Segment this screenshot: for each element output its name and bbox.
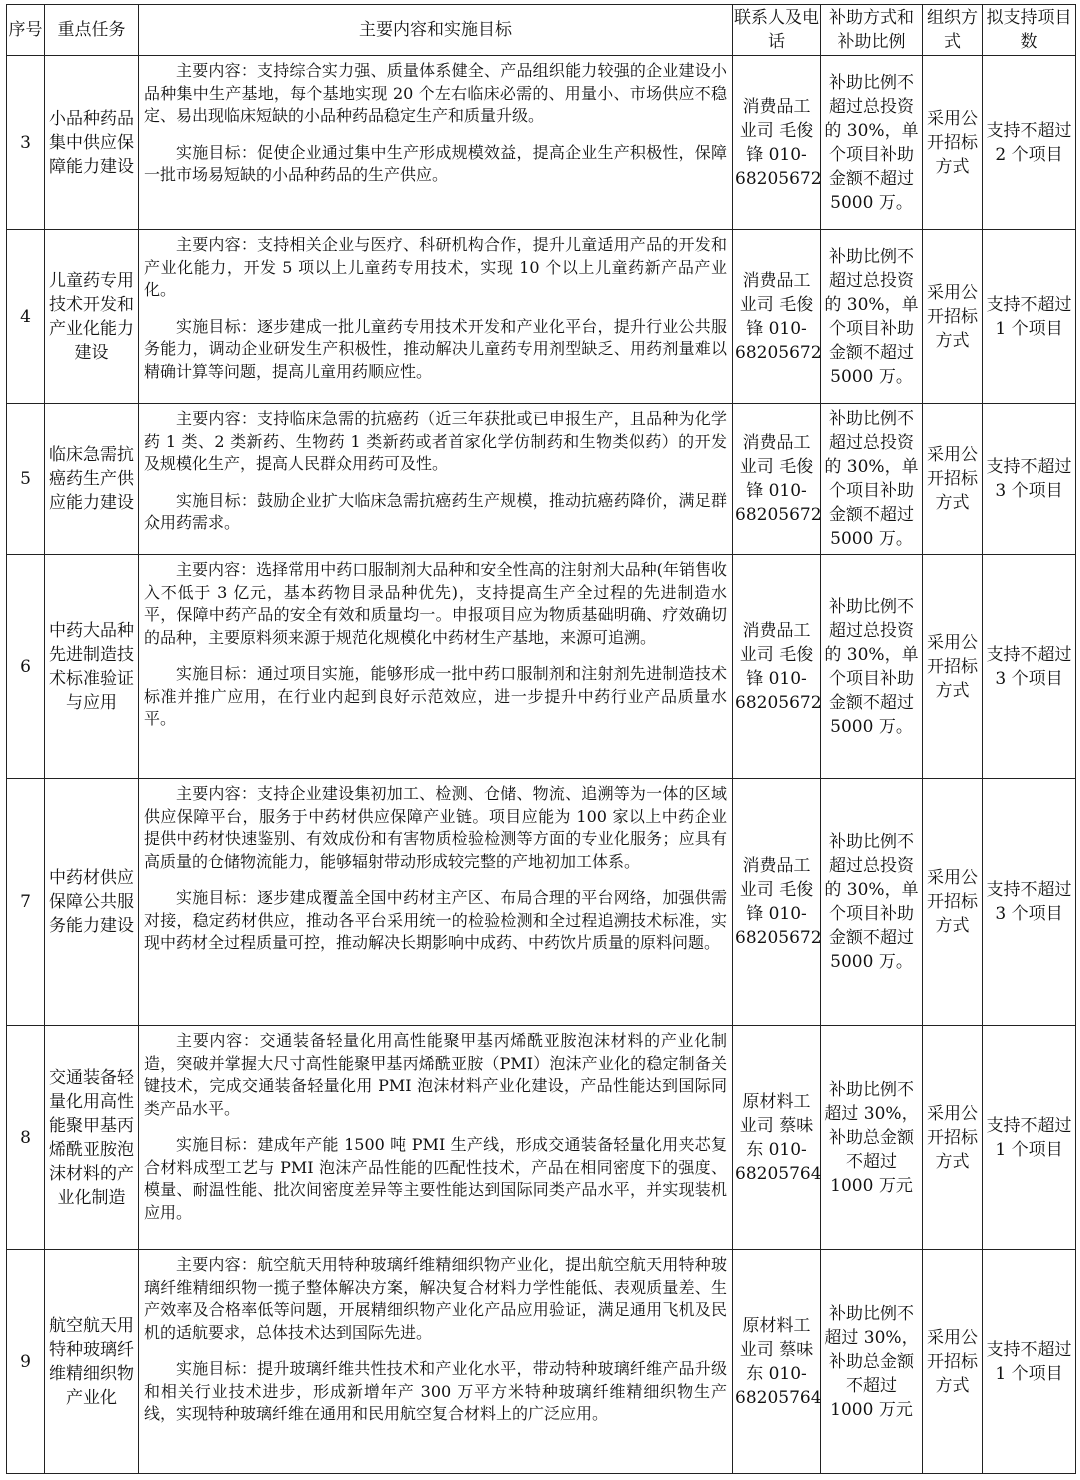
header-row bbox=[7, 5, 1076, 56]
row-contact: 消费品工业司 毛俊锋 010-68205672 bbox=[735, 96, 822, 189]
table-row bbox=[7, 779, 1076, 1026]
row-index: 6 bbox=[7, 555, 45, 779]
table-row bbox=[7, 1250, 1076, 1474]
row-count: 支持不超过 3 个项目 bbox=[986, 880, 1072, 924]
row-count: 支持不超过 1 个项目 bbox=[986, 1339, 1072, 1384]
row-content-cell bbox=[139, 56, 733, 230]
row-main-content: 主要内容：支持临床急需的抗癌药（近三年获批或已申报生产，且品种为化学药 1 类、2 类新药、生物药 1 类新药或者首家化学仿制药和生物类似药）的开发及规模化生产，提高人民群众用药可及性。 bbox=[144, 409, 727, 473]
row-task: 中药大品种先进制造技术标准验证与应用 bbox=[49, 620, 134, 713]
row-org: 采用公开招标方式 bbox=[927, 282, 978, 351]
table-row bbox=[7, 555, 1076, 779]
header-contact: 联系人及电话 bbox=[733, 5, 821, 56]
project-table bbox=[6, 4, 1076, 1474]
table-row bbox=[7, 1026, 1076, 1250]
header-index: 序号 bbox=[7, 5, 45, 56]
row-org: 采用公开招标方式 bbox=[927, 1327, 978, 1396]
row-count: 支持不超过 1 个项目 bbox=[986, 1115, 1072, 1160]
row-content-cell bbox=[139, 404, 733, 555]
header-task: 重点任务 bbox=[45, 5, 139, 56]
row-main-content: 主要内容：支持相关企业与医疗、科研机构合作，提升儿童适用产品的开发和产业化能力，开发 5 项以上儿童药专用技术，实现 10 个以上儿童药新产品产业化。 bbox=[144, 235, 727, 299]
row-subsidy: 补助比例不超过 30%，补助总金额不超过 1000 万元 bbox=[824, 1303, 919, 1420]
row-count: 支持不超过 1 个项目 bbox=[986, 294, 1072, 339]
row-index: 3 bbox=[7, 56, 45, 230]
row-content-cell bbox=[139, 779, 733, 1026]
row-task: 中药材供应保障公共服务能力建设 bbox=[49, 868, 134, 936]
row-subsidy: 补助比例不超过总投资的 30%，单个项目补助金额不超过 5000 万。 bbox=[824, 72, 919, 213]
table-row bbox=[7, 230, 1076, 404]
row-contact: 消费品工业司 毛俊锋 010-68205672 bbox=[735, 856, 822, 948]
row-main-content: 主要内容：交通装备轻量化用高性能聚甲基丙烯酰亚胺泡沫材料的产业化制造，突破并掌握大尺寸高性能聚甲基丙烯酰亚胺（PMI）泡沫产业化的稳定制备关键技术，完成交通装备轻量化用 PMI 泡沫材料产业化建设，产品性能达到国际同类产品水平。 bbox=[144, 1031, 727, 1118]
row-subsidy: 补助比例不超过总投资的 30%，单个项目补助金额不超过 5000 万。 bbox=[824, 409, 919, 549]
row-subsidy: 补助比例不超过总投资的 30%，单个项目补助金额不超过 5000 万。 bbox=[824, 596, 919, 737]
header-count: 拟支持项目数 bbox=[983, 5, 1076, 56]
row-index: 5 bbox=[7, 404, 45, 555]
row-contact: 原材料工业司 蔡味东 010-68205764 bbox=[735, 1091, 822, 1184]
row-org: 采用公开招标方式 bbox=[927, 445, 978, 513]
row-goal: 实施目标：逐步建成一批儿童药专用技术开发和产业化平台，提升行业公共服务能力，调动企业研发生产积极性，推动解决儿童药专用剂型缺乏、用药剂量难以精确计算等问题，提高儿童用药顺应性。 bbox=[144, 316, 727, 381]
row-goal: 实施目标：建成年产能 1500 吨 PMI 生产线，形成交通装备轻量化用夹芯复合材料成型工艺与 PMI 泡沫产品性能的匹配性技术，产品在相同密度下的强度、模量、耐温性能、批次间密度差异等主要性能达到国际同类产品水平，并实现装机应用。 bbox=[144, 1135, 727, 1222]
row-index: 8 bbox=[7, 1026, 45, 1250]
row-main-content: 主要内容：支持企业建设集初加工、检测、仓储、物流、追溯等为一体的区域供应保障平台，服务于中药材供应保障产业链。项目应能为 100 家以上中药企业提供中药材快速鉴别、有效成份和有害物质检验检测等方面的专业化服务；应具有高质量的仓储物流能力，能够辐射带动形成较完整的产地初加工体系。 bbox=[144, 784, 727, 871]
row-main-content: 主要内容：航空航天用特种玻璃纤维精细织物产业化，提出航空航天用特种玻璃纤维精细织物一揽子整体解决方案，解决复合材料力学性能低、表观质量差、生产效率及合格率低等问题，开展精细织物产业化产品应用验证，满足通用飞机及民机的适航要求，总体技术达到国际先进。 bbox=[144, 1255, 727, 1342]
header-content: 主要内容和实施目标 bbox=[139, 5, 733, 56]
row-main-content: 主要内容：支持综合实力强、质量体系健全、产品组织能力较强的企业建设小品种集中生产基地，每个基地实现 20 个左右临床必需的、用量小、市场供应不稳定、易出现临床短缺的小品种药品稳定生产和质量升级。 bbox=[144, 61, 727, 125]
table-row bbox=[7, 404, 1076, 555]
row-task: 航空航天用特种玻璃纤维精细织物产业化 bbox=[49, 1315, 134, 1408]
row-subsidy: 补助比例不超过总投资的 30%，单个项目补助金额不超过 5000 万。 bbox=[824, 832, 919, 972]
row-goal: 实施目标：逐步建成覆盖全国中药材主产区、布局合理的平台网络，加强供需对接，稳定药材供应，推动各平台采用统一的检验检测和全过程追溯技术标准，实现中药材全过程质量可控，推动解决长期影响中成药、中药饮片质量的原料问题。 bbox=[144, 888, 727, 952]
row-contact: 原材料工业司 蔡味东 010-68205764 bbox=[735, 1315, 822, 1408]
row-subsidy: 补助比例不超过 30%，补助总金额不超过 1000 万元 bbox=[824, 1079, 919, 1196]
row-main-content: 主要内容：选择常用中药口服制剂大品种和安全性高的注射剂大品种(年销售收入不低于 3 亿元，基本药物目录品种优先)，支持提高生产全过程的先进制造水平，保障中药产品的安全有效和质量均一。申报项目应为物质基础明确、疗效确切的品种，主要原料须来源于规范化规模化中药材生产基地，来源可追溯。 bbox=[144, 560, 727, 647]
row-content-cell bbox=[139, 555, 733, 779]
row-index: 9 bbox=[7, 1250, 45, 1474]
row-count: 支持不超过 2 个项目 bbox=[986, 120, 1072, 165]
header-subsidy: 补助方式和补助比例 bbox=[821, 5, 923, 56]
row-task: 小品种药品集中供应保障能力建设 bbox=[49, 108, 134, 177]
table-row bbox=[7, 56, 1076, 230]
row-subsidy: 补助比例不超过总投资的 30%，单个项目补助金额不超过 5000 万。 bbox=[824, 246, 919, 387]
row-content-cell bbox=[139, 1026, 733, 1250]
row-contact: 消费品工业司 毛俊锋 010-68205672 bbox=[735, 620, 822, 713]
row-task: 交通装备轻量化用高性能聚甲基丙烯酰亚胺泡沫材料的产业化制造 bbox=[49, 1067, 134, 1208]
row-content-cell bbox=[139, 230, 733, 404]
row-org: 采用公开招标方式 bbox=[927, 868, 978, 936]
row-index: 4 bbox=[7, 230, 45, 404]
row-task: 临床急需抗癌药生产供应能力建设 bbox=[49, 445, 134, 513]
row-index: 7 bbox=[7, 779, 45, 1026]
header-org: 组织方式 bbox=[923, 5, 983, 56]
row-count: 支持不超过 3 个项目 bbox=[986, 457, 1072, 501]
row-goal: 实施目标：促使企业通过集中生产形成规模效益，提高企业生产积极性，保障一批市场易短缺的小品种药品的生产供应。 bbox=[144, 142, 727, 184]
row-goal: 实施目标：通过项目实施，能够形成一批中药口服制剂和注射剂先进制造技术标准并推广应用，在行业内起到良好示范效应，进一步提升中药行业产品质量水平。 bbox=[144, 664, 727, 728]
row-org: 采用公开招标方式 bbox=[927, 1103, 978, 1172]
row-contact: 消费品工业司 毛俊锋 010-68205672 bbox=[735, 433, 822, 525]
row-content-cell bbox=[139, 1250, 733, 1474]
row-goal: 实施目标：鼓励企业扩大临床急需抗癌药生产规模，推动抗癌药降价，满足群众用药需求。 bbox=[144, 490, 727, 532]
row-contact: 消费品工业司 毛俊锋 010-68205672 bbox=[735, 270, 822, 363]
row-org: 采用公开招标方式 bbox=[927, 108, 978, 177]
row-org: 采用公开招标方式 bbox=[927, 632, 978, 701]
row-count: 支持不超过 3 个项目 bbox=[986, 644, 1072, 689]
row-task: 儿童药专用技术开发和产业化能力建设 bbox=[49, 270, 134, 363]
row-goal: 实施目标：提升玻璃纤维共性技术和产业化水平，带动特种玻璃纤维产品升级和相关行业技术进步，形成新增年产 300 万平方米特种玻璃纤维精细织物生产线，实现特种玻璃纤维在通用和民用航空复合材料上的广泛应用。 bbox=[144, 1359, 727, 1423]
